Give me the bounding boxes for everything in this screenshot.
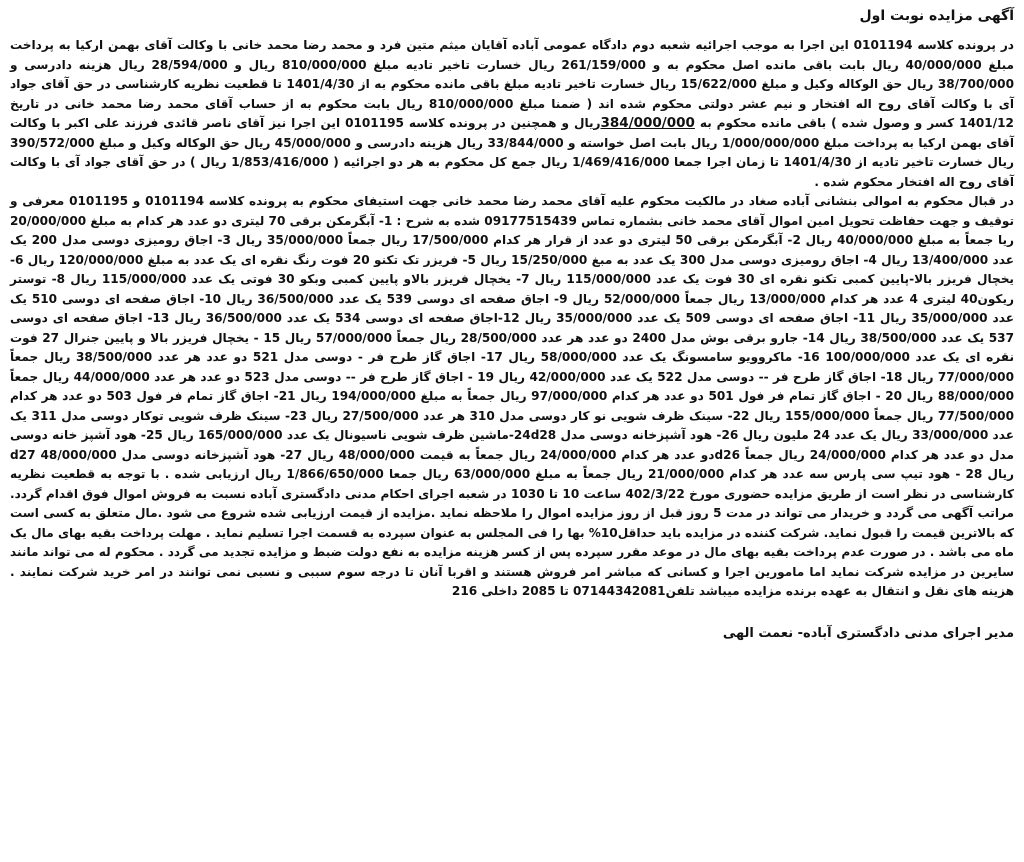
notice-body [10,36,1014,602]
signature: مدیر اجرای مدنی دادگستری آباده- نعمت الهی [722,625,1014,641]
case-text-part1: در پرونده کلاسه 0101194 این اجرا به موجب اجرائیه شعبه دوم دادگاه عمومی آباده آقایان میثم متین فرد و محمد رضا محمد خانی با وکالت آقای بهمن ارکیا به پرداخت مبلغ 40/000/000 ریال بابت باقی مانده اصل محکوم به و 261/159/000 ریال خسارت تاخیر تادیه مبلغ 810/000/000 ریال و 28/594/000 ریال هزینه دادرسی و 38/700/000 ریال حق الوکاله وکیل و مبلغ 15/622/000 ریال خسارت تاخیر تادیه مبلغ باقی مانده محکوم به از 1401/4/30 تا قطعیت نظریه کارشناسی در حق آقای جواد آی با وکالت آقای روح اله افتخار و نیم عشر دولتی محکوم شده اند ( ضمنا مبلغ 810/000/000 ریال بابت محکوم به از حساب آقای محمد رضا محمد خانی در تاریخ 1401/12 کسر و وصول شده ) باقی مانده محکوم به [10,38,1015,130]
auction-notice [10,6,1014,644]
remaining-amount: 384/000/000 [600,115,695,131]
property-list-paragraph: در قبال محکوم به اموالی بنشانی آباده صغاد در مالکیت محکوم علیه آقای محمد رضا محمد خانی جهت استیفای محکوم به پرونده کلاسه 0101194 و 0101195 معرفی و توقیف و جهت حفاظت تحویل امین اموال آقای محمد خانی بشماره تماس 09177515439 شده به شرح : 1- آبگرمکن برقی 70 لیتری دو عدد هر کدام به مبلغ 20/000/000 ریا جمعاً به مبلغ 40/000/000 ریال 2- آبگرمکن برقی 50 لیتری دو عدد از قرار هر کدام 17/500/000 ریال جمعاً 35/000/000 ریال 3- اجاق رومیزی دوسی مدل 200 یک عدد 13/400/000 ریال 4- اجاق رومیزی دوسی مدل 300 یک عدد به مبغ 15/250/000 ریال 5- فریزر تک تکنو 20 فوت رنگ نقره ای یک عدد به مبلغ 120/000/000 ریال 6- یخچال فریزر بالا-پایین کمبی تکنو نقره ای 30 فوت یک عدد 115/000/000 ریال 7- یخچال فریزر بالاو پایین کمبی وبکو 30 فوتی یک عدد 115/000/000 ریال 8- توستر ریکون40 لیتری 4 عدد هر کدام 13/000/000 ریال جمعاً 52/000/000 ریال 9- اجاق صفحه ای دوسی 539 یک عدد 36/500/000 ریال 10- اجاق صفحه ای دوسی 510 یک عدد 35/000/000 ریال 11- اجاق صفحه ای دوسی 509 یک عدد 35/000/000 ریال 12-اجاق صفحه ای دوسی 534 یک عدد 36/500/000 ریال 13- اجاق صفحه ای دوسی 537 یک عدد 38/500/000 ریال 14- جارو برقی بوش مدل 2400 دو عدد هر عدد 28/500/000 ریال جمعاً 57/000/000 ریال 15 - یخچال فریزر بالا و پایین جنرال 27 فوت نقره ای یک عدد 100/000/000 16- ماکروویو سامسونگ یک عدد 58/000/000 ریال 17- اجاق گاز طرح فر - دوسی مدل 521 دو عدد هر عدد 38/500/000 ریال جمعاً 77/000/000 ریال 18- اجاق گاز طرح فر -- دوسی مدل 522 یک عدد 42/000/000 ریال 19 - اجاق گاز طرح فر -- دوسی مدل 523 دو عدد هر عدد 44/000/000 ریال جمعاً 88/000/000 ریال 20 - اجاق گاز تمام فر فول 501 دو عدد هر کدام 97/000/000 ریال جمعاً به مبلغ 194/000/000 ریال 21- اجاق گاز تمام فر فول 503 دو عدد هر کدام 77/500/000 ریال جمعاً 155/000/000 ریال 22- سینک ظرف شویی نو کار دوسی مدل 310 هر عدد 27/500/000 ریال 23- سینک ظرف شویی توکار دوسی مدل 311 یک عدد 33/000/000 ریال یک عدد 24 ملیون ریال 26- هود آشپزخانه دوسی مدل 24d28-ماشین ظرف شویی ناسیونال یک عدد 165/000/000 ریال 25- هود آشپز خانه دوسی مدل دو عدد هر کدام 24/000/000 ریال جمعاً d26دو عدد هر کدام 24/000/000 ریال جمعاً به قیمت 48/000/000 ریال 27- هود آشپزخانه دوسی مدل d27 48/000/000 ریال 28 - هود تیپ سی پارس سه عدد هر کدام 21/000/000 ریال جمعاً به مبلغ 63/000/000 ریال جمعا 1/866/650/000 ریال ارزیابی شده . با توجه به قطعیت نظریه کارشناسی در نظر است از طریق مزایده حضوری مورخ 402/3/22 ساعت 10 تا 1030 در شعبه اجرای احکام مدنی دادگستری آباده نسبت به فروش اموال فوق اقدام گردد. مراتب آگهی می گردد و خریدار می تواند در مدت 5 روز قبل از روز مزایده اموال را ملاحظه نماید .مزایده از قیمت ارزیابی شده شروع می شود .مال متعلق به کسی است که بالاترین قیمت را قبول نماید. شرکت کننده در مزایده باید حداقل10% بها را فی المجلس به عنوان سپرده به قسمت اجرا تسلیم نماید . مهلت پرداخت بقیه بهای مال یک ماه می باشد . در صورت عدم پرداخت بقیه بهای مال در موعد مقرر سپرده پس از کسر هزینه مزایده به نفع دولت ضبط و مزایده تجدید می گردد . محکوم له می تواند مانند سایرین در مزایده شرکت نماید اما مامورین اجرا و کسانی که مباشر امر فروش هستند و اقربا آنان تا درجه سوم سببی و نسبی نمی توانند در امر خرید شرکت نمایند . هزینه های نقل و انتقال به عهده برنده مزایده میباشد تلفن07144342081 تا 2085 داخلی 216 [10,194,1015,598]
case-text-part2: ریال و همچنین در پرونده کلاسه 0101195 این اجرا نیز آقای ناصر قائدی فرزند علی اکبر با وکالت آقای بهمن ارکیا به پرداخت مبلغ 1/000/000/000 ریال بابت اصل خواسته و 33/844/000 ریال هزینه دادرسی و 45/000/000 ریال حق الوکاله وکیل و مبلغ 390/572/000 ریال خسارت تاخیر تادیه از 1401/4/30 تا زمان اجرا جمعا 1/469/416/000 ریال جمع کل محکوم به هر دو اجرائیه ( 1/853/416/000 ریال ) در حق آقای جواد آی با وکالت آقای روح اله افتخار محکوم شده . [10,116,1014,189]
notice-title: آگهی مزایده نوبت اول [859,8,1014,24]
case-paragraph [10,36,1014,192]
